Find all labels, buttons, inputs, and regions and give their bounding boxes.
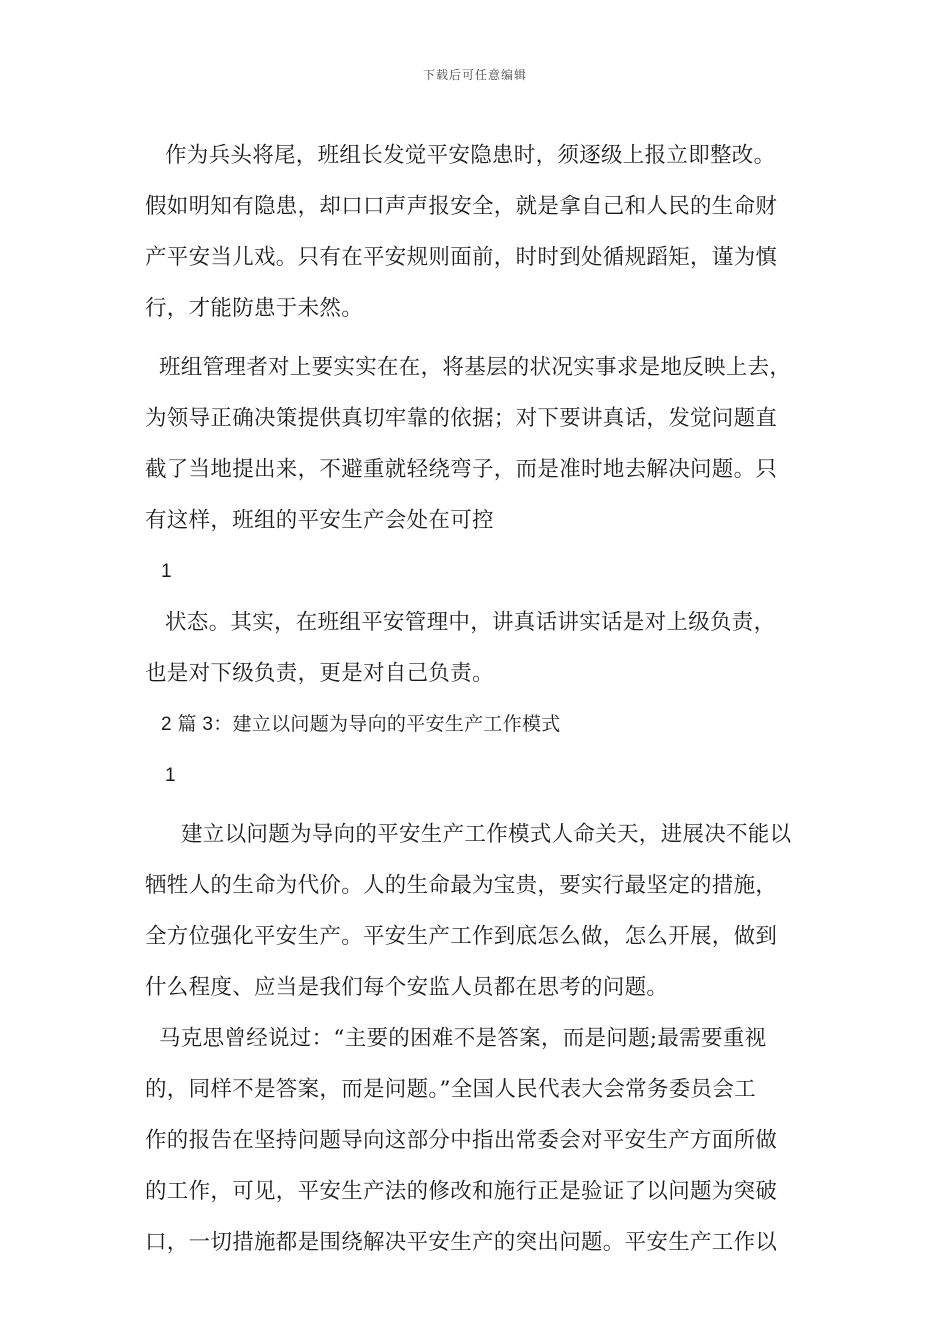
paragraph-5-line-5: 口，一切措施都是围绕解决平安生产的突出问题。平安生产工作以 <box>145 1230 778 1255</box>
paragraph-4-line-3: 全方位强化平安生产。平安生产工作到底怎么做，怎么开展，做到 <box>145 924 778 949</box>
paragraph-2-line-1: 班组管理者对上要实实在在，将基层的状况实事求是地反映上去， <box>159 355 792 380</box>
paragraph-2-line-4: 有这样，班组的平安生产会处在可控 <box>145 508 494 533</box>
paragraph-1-line-3: 产平安当儿戏。只有在平安规则面前，时时到处循规蹈矩，谨为慎 <box>145 245 778 270</box>
paragraph-5-line-1: 马克思曾经说过：“主要的困难不是答案，而是问题;最需要重视 <box>159 1026 767 1051</box>
paragraph-1-line-4: 行，才能防患于未然。 <box>145 296 364 321</box>
paragraph-3-line-2: 也是对下级负责，更是对自己负责。 <box>145 661 494 686</box>
paragraph-4-line-4: 什么程度、应当是我们每个安监人员都在思考的问题。 <box>145 975 669 1000</box>
paragraph-5-line-2: 的，同样不是答案，而是问题。”全国人民代表大会常务委员会工 <box>145 1077 756 1102</box>
paragraph-5-line-4: 的工作，可见，平安生产法的修改和施行正是验证了以问题为突破 <box>145 1179 778 1204</box>
paragraph-4-line-1: 建立以问题为导向的平安生产工作模式人命关天，进展决不能以 <box>181 822 792 847</box>
paragraph-3-line-1: 状态。其实，在班组平安管理中，讲真话讲实话是对上级负责， <box>165 610 776 635</box>
paragraph-5-line-3: 作的报告在坚持问题导向这部分中指出常委会对平安生产方面所做 <box>145 1128 778 1153</box>
paragraph-2-line-2: 为领导正确决策提供真切牢靠的依据；对下要讲真话，发觉问题直 <box>145 406 778 431</box>
page-number-2: 1 <box>165 765 176 786</box>
paragraph-4-line-2: 牺牲人的生命为代价。人的生命最为宝贵，要实行最坚定的措施， <box>145 873 778 898</box>
page-header: 下载后可任意编辑 <box>422 68 527 82</box>
document-body <box>145 130 815 1268</box>
page-number-1: 1 <box>161 561 172 582</box>
paragraph-2-line-3: 截了当地提出来，不避重就轻绕弯子，而是准时地去解决问题。只 <box>145 457 778 482</box>
paragraph-1-line-1: 作为兵头将尾，班组长发觉平安隐患时，须逐级上报立即整改。 <box>165 143 776 168</box>
section-heading: 2 篇 3：建立以问题为导向的平安生产工作模式 <box>161 714 561 735</box>
paragraph-1-line-2: 假如明知有隐患，却口口声声报安全，就是拿自己和人民的生命财 <box>145 194 778 219</box>
